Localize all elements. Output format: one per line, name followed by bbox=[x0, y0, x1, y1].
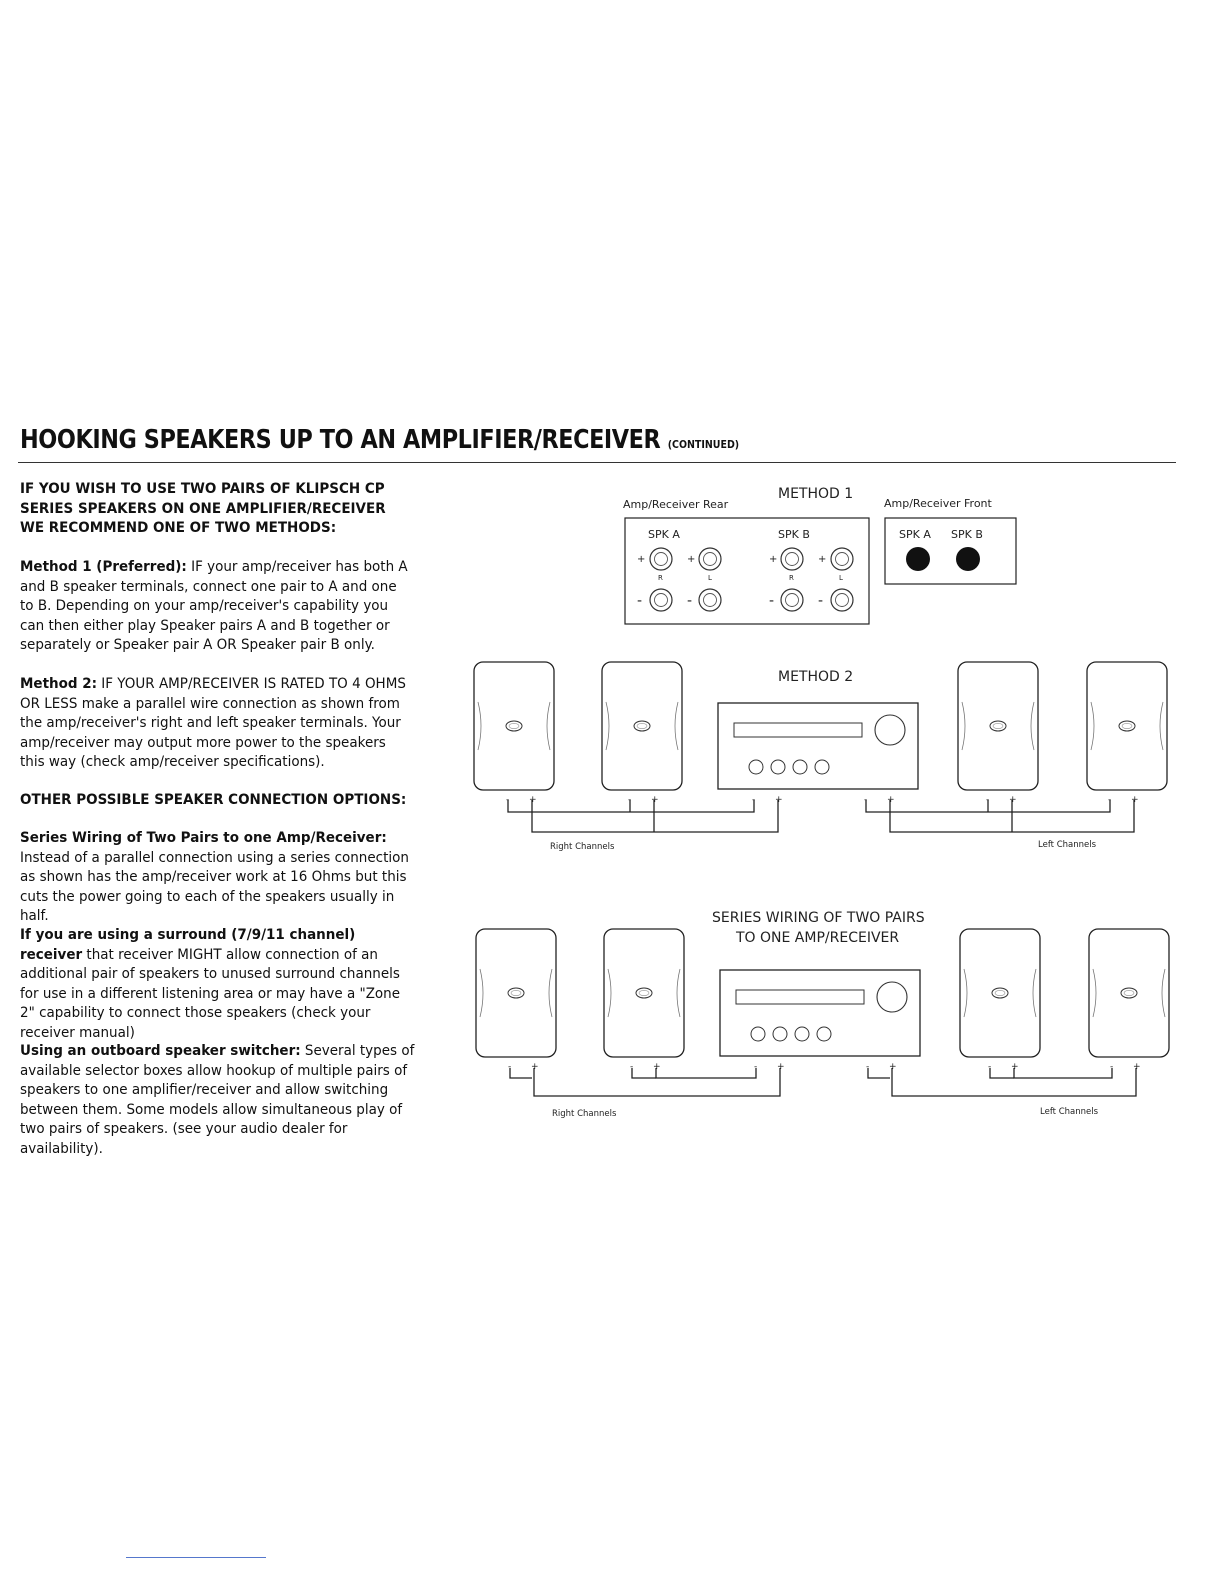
plus-sign: + bbox=[653, 1062, 661, 1072]
speaker-left-2 bbox=[1087, 662, 1167, 790]
amp-front-panel bbox=[885, 518, 1016, 584]
minus-sign: - bbox=[769, 593, 775, 609]
series-left-channels-label: Left Channels bbox=[1040, 1107, 1099, 1117]
terminal-a-r-plus bbox=[650, 548, 672, 570]
series-speaker-left-1 bbox=[960, 929, 1040, 1057]
method1-body: IF your amp/receiver has both A and B speaker terminals, connect one pair to A and one to B. Depending on your amp/receiver's capability you can then either play Speaker pairs A and B together or separately or Speaker pair A OR Speaker pair B only. bbox=[20, 559, 408, 653]
plus-sign: + bbox=[887, 795, 895, 805]
footer-rule bbox=[126, 1557, 266, 1558]
front-spk-a-label: SPK A bbox=[899, 528, 931, 541]
method2-wiring bbox=[508, 800, 1134, 832]
minus-sign: - bbox=[1108, 795, 1112, 805]
plus-sign: + bbox=[1133, 1062, 1141, 1072]
l-label: L bbox=[708, 574, 712, 582]
intro-line-1: IF YOU WISH TO USE TWO PAIRS OF KLIPSCH CP bbox=[20, 481, 385, 497]
plus-sign: + bbox=[687, 554, 696, 565]
rear-spk-b-label: SPK B bbox=[778, 528, 810, 541]
intro-line-2: SERIES SPEAKERS ON ONE AMPLIFIER/RECEIVER bbox=[20, 500, 386, 517]
terminal-b-r-minus bbox=[781, 589, 803, 611]
plus-sign: + bbox=[775, 795, 783, 805]
terminal-a-l-plus bbox=[699, 548, 721, 570]
minus-sign: - bbox=[687, 593, 693, 609]
speaker-right-1 bbox=[474, 662, 554, 790]
right-channels-label: Right Channels bbox=[550, 842, 615, 852]
plus-sign: + bbox=[1009, 795, 1017, 805]
method1-label: Method 1 (Preferred): bbox=[20, 559, 187, 575]
other-options-heading: OTHER POSSIBLE SPEAKER CONNECTION OPTIONS: bbox=[20, 792, 407, 808]
plus-sign: + bbox=[1011, 1062, 1019, 1072]
left-channels-label: Left Channels bbox=[1038, 840, 1097, 850]
spk-a-button bbox=[906, 547, 930, 571]
minus-sign: - bbox=[508, 1062, 512, 1072]
method1-title: METHOD 1 bbox=[778, 486, 854, 502]
plus-sign: + bbox=[889, 1062, 897, 1072]
terminal-a-r-minus bbox=[650, 589, 672, 611]
minus-sign: - bbox=[637, 593, 643, 609]
terminal-a-l-minus bbox=[699, 589, 721, 611]
surround-body: that receiver MIGHT allow connection of an additional pair of speakers to unused surround channels for use in a different listening area or may have a "Zone 2" capability to connect those speakers (check your receiver manual) bbox=[20, 946, 401, 1041]
amplifier bbox=[718, 703, 918, 789]
front-spk-b-label: SPK B bbox=[951, 528, 983, 541]
series-label: Series Wiring of Two Pairs to one Amp/Receiver: bbox=[20, 830, 387, 846]
series-title-line-1: SERIES WIRING OF TWO PAIRS bbox=[712, 910, 925, 926]
speaker-right-2 bbox=[602, 662, 682, 790]
minus-sign: - bbox=[752, 795, 756, 805]
plus-sign: + bbox=[531, 1062, 539, 1072]
plus-sign: + bbox=[651, 795, 659, 805]
minus-sign: - bbox=[864, 795, 868, 805]
r-label: R bbox=[658, 574, 663, 582]
method2-label: Method 2: bbox=[20, 676, 98, 692]
minus-sign: - bbox=[506, 795, 510, 805]
amp-rear-panel bbox=[625, 518, 869, 624]
speaker-left-1 bbox=[958, 662, 1038, 790]
rear-spk-a-label: SPK A bbox=[648, 528, 680, 541]
r-label: R bbox=[789, 574, 794, 582]
surround-label: If you are using a surround (7/9/11 channel) receiver bbox=[20, 927, 356, 963]
series-body: Instead of a parallel connection using a series connection as shown has the amp/receiver work at 16 Ohms but this cuts the power going to each of the speakers usually in half. bbox=[20, 849, 409, 924]
series-amplifier bbox=[720, 970, 920, 1056]
minus-sign: - bbox=[988, 1062, 992, 1072]
minus-sign: - bbox=[986, 795, 990, 805]
plus-sign: + bbox=[529, 795, 537, 805]
series-title-line-2: TO ONE AMP/RECEIVER bbox=[736, 930, 900, 946]
terminal-b-r-plus bbox=[781, 548, 803, 570]
switcher-body: Several types of available selector boxes allow hookup of multiple pairs of speakers to one amplifier/receiver and allow switching between them. Some models allow simultaneous play of two pairs of speakers. (see your audio dealer for availability). bbox=[20, 1043, 415, 1157]
front-label: Amp/Receiver Front bbox=[884, 497, 992, 510]
intro-line-3: WE RECOMMEND ONE OF TWO METHODS: bbox=[20, 520, 337, 536]
page-title-suffix: (CONTINUED) bbox=[667, 438, 740, 451]
l-label: L bbox=[839, 574, 843, 582]
series-wiring bbox=[510, 1068, 1136, 1096]
method2-body: IF YOUR AMP/RECEIVER IS RATED TO 4 OHMS OR LESS make a parallel wire connection as shown from the amp/receiver's right and left speaker terminals. Your amp/receiver may output more power to the speakers this way (check amp/receiver specifications). bbox=[20, 676, 406, 770]
plus-sign: + bbox=[818, 554, 827, 565]
plus-sign: + bbox=[769, 554, 778, 565]
series-speaker-right-1 bbox=[476, 929, 556, 1057]
terminal-b-l-plus bbox=[831, 548, 853, 570]
minus-sign: - bbox=[1110, 1062, 1114, 1072]
page-title-text: HOOKING SPEAKERS UP TO AN AMPLIFIER/RECEIVER bbox=[20, 425, 661, 455]
plus-sign: + bbox=[1131, 795, 1139, 805]
rear-label: Amp/Receiver Rear bbox=[623, 498, 729, 511]
minus-sign: - bbox=[754, 1062, 758, 1072]
series-polarity-marks bbox=[508, 1062, 1141, 1072]
spk-b-button bbox=[956, 547, 980, 571]
minus-sign: - bbox=[628, 795, 632, 805]
series-right-channels-label: Right Channels bbox=[552, 1109, 617, 1119]
plus-sign: + bbox=[637, 554, 646, 565]
minus-sign: - bbox=[818, 593, 824, 609]
minus-sign: - bbox=[866, 1062, 870, 1072]
method2-polarity-marks bbox=[506, 795, 1139, 805]
plus-sign: + bbox=[777, 1062, 785, 1072]
series-speaker-right-2 bbox=[604, 929, 684, 1057]
terminal-b-l-minus bbox=[831, 589, 853, 611]
minus-sign: - bbox=[630, 1062, 634, 1072]
method2-title: METHOD 2 bbox=[778, 669, 854, 685]
switcher-label: Using an outboard speaker switcher: bbox=[20, 1043, 301, 1059]
series-speaker-left-2 bbox=[1089, 929, 1169, 1057]
